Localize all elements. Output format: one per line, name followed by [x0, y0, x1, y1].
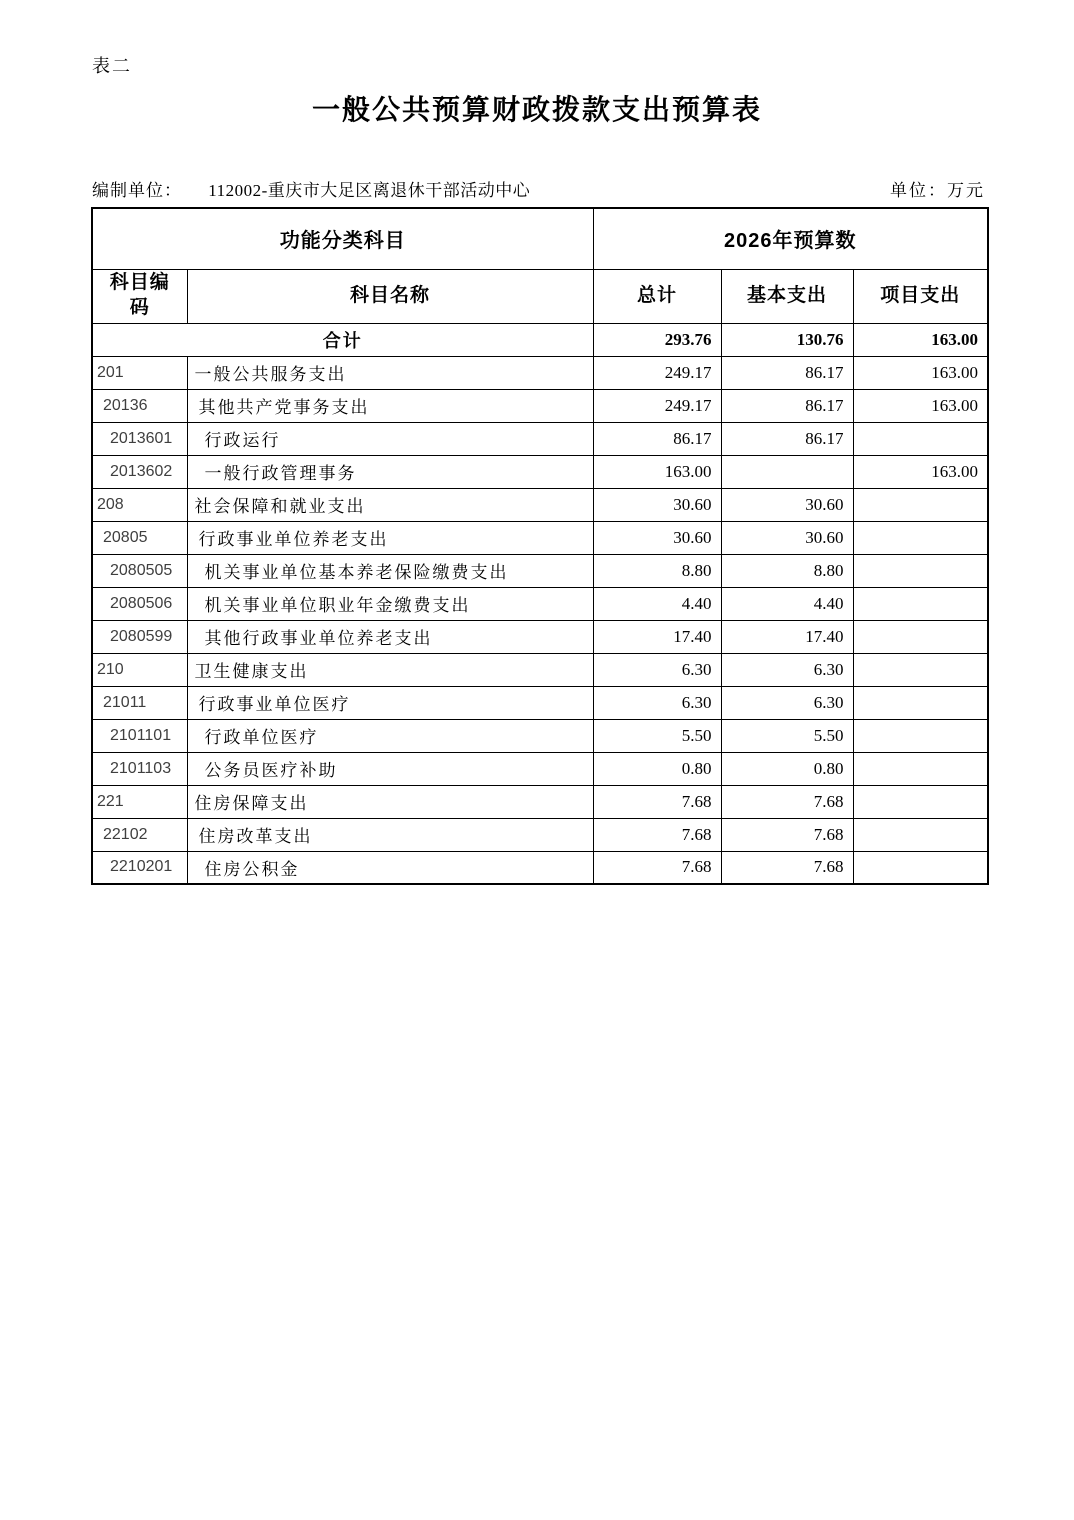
row-project-value — [853, 653, 988, 686]
row-basic-value: 4.40 — [721, 587, 853, 620]
row-subject-code: 2101101 — [92, 719, 187, 752]
row-basic-value — [721, 455, 853, 488]
row-project-value — [853, 752, 988, 785]
table-row — [92, 851, 988, 884]
row-subject-name: 行政运行 — [187, 422, 593, 455]
row-subject-code: 2101103 — [92, 752, 187, 785]
row-total-value: 7.68 — [593, 851, 721, 884]
row-subject-name: 一般行政管理事务 — [187, 455, 593, 488]
table-row — [92, 422, 988, 455]
row-subject-code: 210 — [92, 653, 187, 686]
row-total-value: 249.17 — [593, 356, 721, 389]
row-project-value: 163.00 — [853, 356, 988, 389]
total-row-total: 293.76 — [593, 323, 721, 356]
header-functional-category: 功能分类科目 — [92, 208, 593, 269]
budget-table — [91, 207, 989, 885]
row-basic-value: 5.50 — [721, 719, 853, 752]
row-total-value: 4.40 — [593, 587, 721, 620]
table-row — [92, 389, 988, 422]
row-project-value — [853, 554, 988, 587]
table-row — [92, 686, 988, 719]
row-total-value: 7.68 — [593, 818, 721, 851]
row-subject-name: 社会保障和就业支出 — [187, 488, 593, 521]
table-row — [92, 653, 988, 686]
row-basic-value: 30.60 — [721, 488, 853, 521]
row-project-value — [853, 851, 988, 884]
header-basic-expenditure: 基本支出 — [721, 269, 853, 323]
header-total: 总计 — [593, 269, 721, 323]
row-basic-value: 7.68 — [721, 785, 853, 818]
row-basic-value: 86.17 — [721, 422, 853, 455]
row-subject-name: 其他行政事业单位养老支出 — [187, 620, 593, 653]
row-project-value — [853, 719, 988, 752]
row-total-value: 30.60 — [593, 521, 721, 554]
total-row-basic: 130.76 — [721, 323, 853, 356]
row-basic-value: 7.68 — [721, 818, 853, 851]
row-total-value: 17.40 — [593, 620, 721, 653]
row-project-value — [853, 818, 988, 851]
row-subject-name: 行政单位医疗 — [187, 719, 593, 752]
table-row — [92, 488, 988, 521]
row-subject-code: 208 — [92, 488, 187, 521]
row-subject-name: 卫生健康支出 — [187, 653, 593, 686]
row-project-value — [853, 785, 988, 818]
table-row — [92, 455, 988, 488]
row-basic-value: 7.68 — [721, 851, 853, 884]
row-subject-name: 住房公积金 — [187, 851, 593, 884]
prepared-by-value: 112002-重庆市大足区离退休干部活动中心 — [208, 181, 531, 200]
row-project-value — [853, 620, 988, 653]
row-subject-name: 公务员医疗补助 — [187, 752, 593, 785]
row-total-value: 5.50 — [593, 719, 721, 752]
row-subject-code: 2013602 — [92, 455, 187, 488]
table-row — [92, 752, 988, 785]
row-basic-value: 8.80 — [721, 554, 853, 587]
row-total-value: 7.68 — [593, 785, 721, 818]
row-subject-name: 行政事业单位医疗 — [187, 686, 593, 719]
row-basic-value: 17.40 — [721, 620, 853, 653]
row-subject-code: 20136 — [92, 389, 187, 422]
table-row — [92, 719, 988, 752]
row-total-value: 6.30 — [593, 653, 721, 686]
row-subject-name: 其他共产党事务支出 — [187, 389, 593, 422]
table-row — [92, 521, 988, 554]
header-columns-row — [92, 269, 988, 323]
row-basic-value: 30.60 — [721, 521, 853, 554]
row-project-value — [853, 521, 988, 554]
table-row — [92, 587, 988, 620]
row-total-value: 249.17 — [593, 389, 721, 422]
total-row-label: 合计 — [92, 323, 593, 356]
header-group-row — [92, 208, 988, 269]
header-subject-name: 科目名称 — [187, 269, 593, 323]
row-subject-name: 行政事业单位养老支出 — [187, 521, 593, 554]
row-subject-name: 机关事业单位基本养老保险缴费支出 — [187, 554, 593, 587]
row-subject-code: 221 — [92, 785, 187, 818]
row-total-value: 8.80 — [593, 554, 721, 587]
row-subject-code: 21011 — [92, 686, 187, 719]
header-project-expenditure: 项目支出 — [853, 269, 988, 323]
row-total-value: 163.00 — [593, 455, 721, 488]
row-subject-name: 住房改革支出 — [187, 818, 593, 851]
header-budget-2026: 2026年预算数 — [593, 208, 988, 269]
table-row — [92, 356, 988, 389]
row-subject-code: 20805 — [92, 521, 187, 554]
table-row — [92, 785, 988, 818]
row-project-value — [853, 587, 988, 620]
table-row — [92, 818, 988, 851]
row-total-value: 30.60 — [593, 488, 721, 521]
row-basic-value: 0.80 — [721, 752, 853, 785]
unit-label: 单位：万元 — [890, 181, 985, 200]
row-subject-code: 2080505 — [92, 554, 187, 587]
header-subject-code: 科目编码 — [92, 269, 187, 323]
table-row — [92, 620, 988, 653]
row-subject-code: 2013601 — [92, 422, 187, 455]
row-basic-value: 6.30 — [721, 653, 853, 686]
row-subject-name: 住房保障支出 — [187, 785, 593, 818]
row-basic-value: 86.17 — [721, 389, 853, 422]
row-subject-name: 机关事业单位职业年金缴费支出 — [187, 587, 593, 620]
row-subject-code: 22102 — [92, 818, 187, 851]
row-basic-value: 86.17 — [721, 356, 853, 389]
table-row — [92, 554, 988, 587]
row-project-value: 163.00 — [853, 455, 988, 488]
row-basic-value: 6.30 — [721, 686, 853, 719]
prepared-by-label: 编制单位： — [92, 181, 182, 200]
prepared-by — [92, 176, 530, 201]
page-title: 一般公共预算财政拨款支出预算表 — [311, 94, 762, 125]
total-row — [92, 323, 988, 356]
row-subject-code: 2210201 — [92, 851, 187, 884]
row-subject-code: 2080506 — [92, 587, 187, 620]
info-row — [92, 176, 985, 201]
row-project-value — [853, 422, 988, 455]
row-total-value: 0.80 — [593, 752, 721, 785]
row-total-value: 86.17 — [593, 422, 721, 455]
row-subject-code: 201 — [92, 356, 187, 389]
table-number-label: 表二 — [92, 56, 132, 76]
row-subject-code: 2080599 — [92, 620, 187, 653]
row-project-value: 163.00 — [853, 389, 988, 422]
row-project-value — [853, 686, 988, 719]
row-project-value — [853, 488, 988, 521]
total-row-project: 163.00 — [853, 323, 988, 356]
row-subject-name: 一般公共服务支出 — [187, 356, 593, 389]
row-total-value: 6.30 — [593, 686, 721, 719]
